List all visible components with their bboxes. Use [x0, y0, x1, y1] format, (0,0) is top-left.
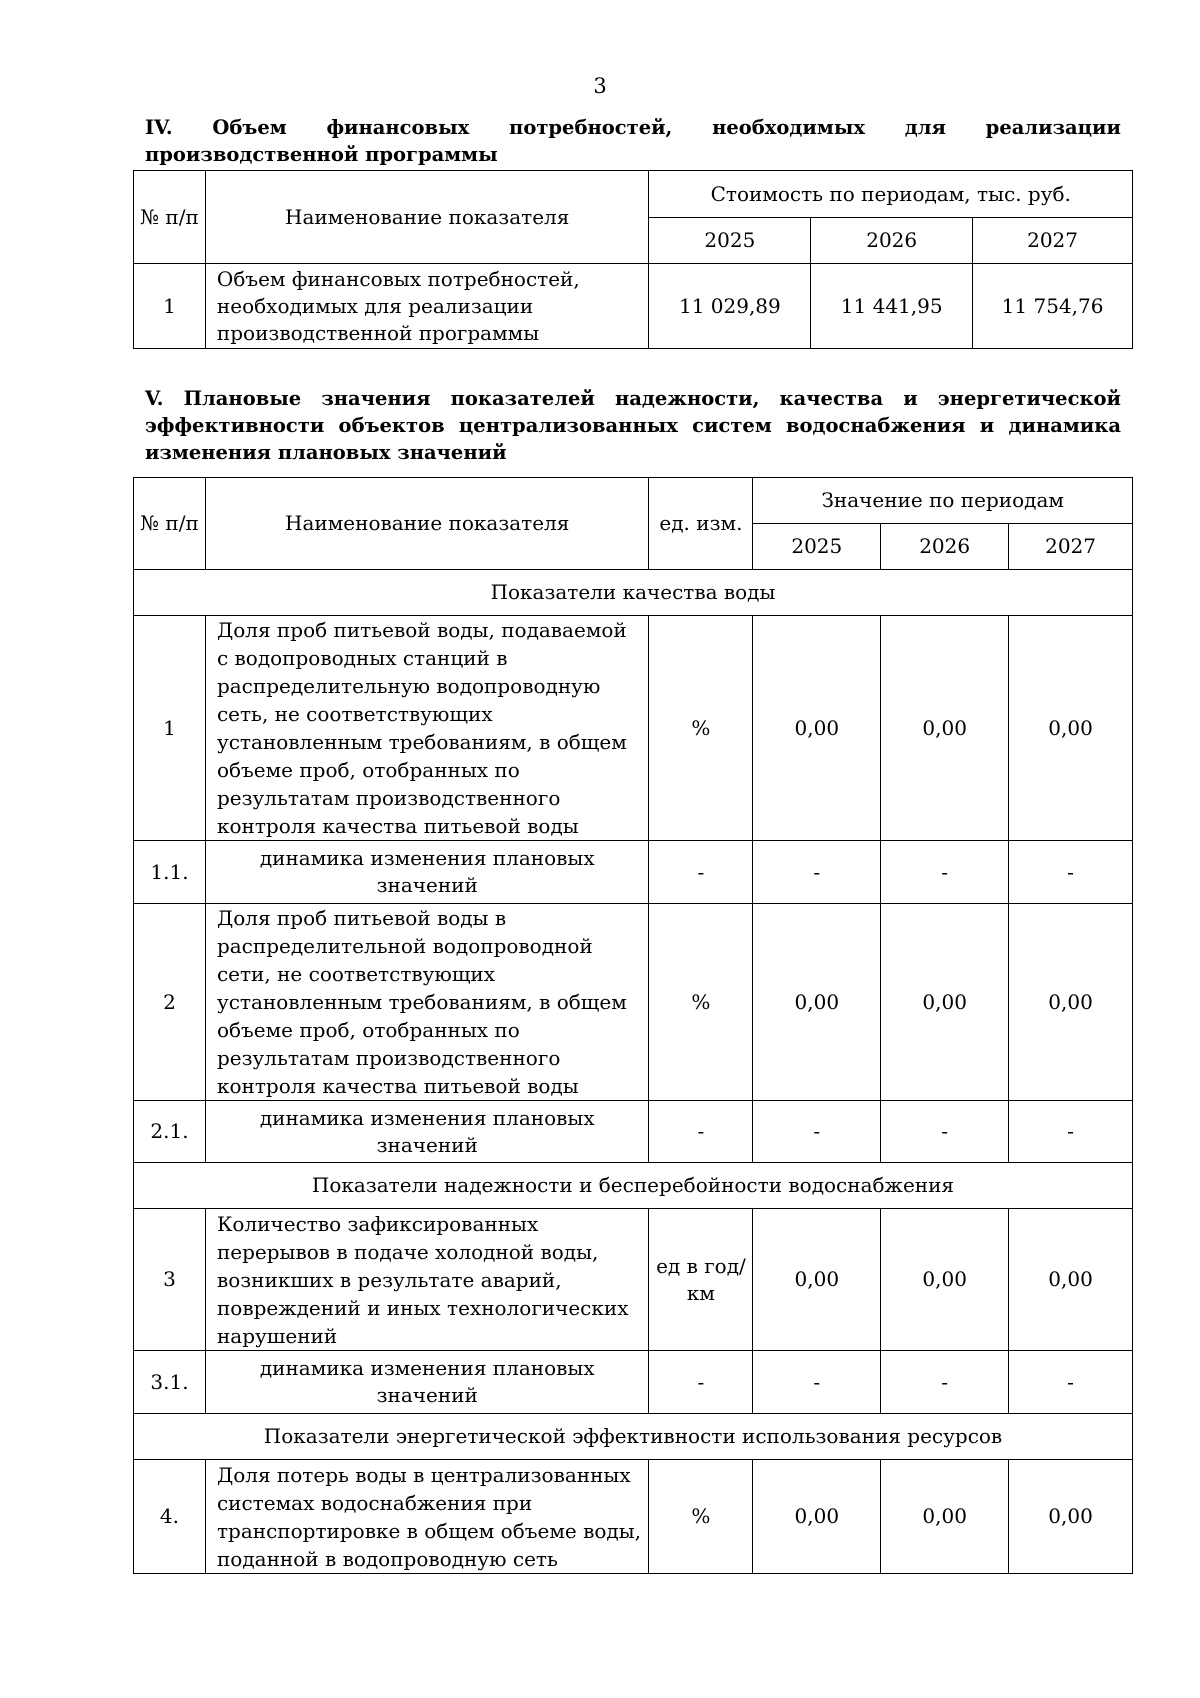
row-num: 1	[134, 616, 206, 841]
row-value: -	[1009, 1101, 1133, 1163]
col-header-unit: ед. изм.	[649, 478, 753, 570]
row-value: -	[753, 1101, 881, 1163]
table-header-row	[134, 171, 1133, 218]
row-unit: -	[649, 1101, 753, 1163]
row-num: 1	[134, 264, 206, 349]
row-name: Объем финансовых потребностей, необходимых для реализации производственной программы	[205, 264, 649, 349]
row-value: 0,00	[753, 1460, 881, 1574]
table-row	[134, 1101, 1133, 1163]
group-title: Показатели энергетической эффективности использования ресурсов	[134, 1414, 1133, 1460]
row-unit: -	[649, 1351, 753, 1414]
col-header-year: 2026	[881, 524, 1009, 570]
row-value: 0,00	[881, 616, 1009, 841]
col-header-num: № п/п	[134, 478, 206, 570]
table-row	[134, 1351, 1133, 1414]
col-header-cost: Стоимость по периодам, тыс. руб.	[649, 171, 1133, 218]
row-value: 0,00	[753, 616, 881, 841]
row-value: 0,00	[881, 1209, 1009, 1351]
col-header-year: 2025	[753, 524, 881, 570]
row-num: 1.1.	[134, 841, 206, 904]
table-row	[134, 616, 1133, 841]
row-num: 2	[134, 904, 206, 1101]
group-title: Показатели надежности и бесперебойности водоснабжения	[134, 1163, 1133, 1209]
indicators-table	[133, 477, 1133, 1574]
table-row	[134, 1209, 1133, 1351]
group-header-row	[134, 1414, 1133, 1460]
row-value: 0,00	[1009, 616, 1133, 841]
row-value: -	[1009, 1351, 1133, 1414]
table-row	[134, 264, 1133, 349]
table-row	[134, 841, 1133, 904]
table-header-row	[134, 478, 1133, 524]
group-header-row	[134, 1163, 1133, 1209]
col-header-year: 2026	[811, 218, 973, 264]
col-header-values: Значение по периодам	[753, 478, 1133, 524]
row-value: -	[881, 1101, 1009, 1163]
row-name: Доля проб питьевой воды, подаваемой с водопроводных станций в распределительную водопроводную сеть, не соответствующих установленным требованиям, в общем объеме проб, отобранных по результатам производственного контроля качества питьевой воды	[205, 616, 649, 841]
col-header-year: 2027	[1009, 524, 1133, 570]
row-name: динамика изменения плановых значений	[205, 1351, 649, 1414]
table-row	[134, 1460, 1133, 1574]
row-value: 11 441,95	[811, 264, 973, 349]
row-name: Доля проб питьевой воды в распределительной водопроводной сети, не соответствующих установленным требованиям, в общем объеме проб, отобранных по результатам производственного контроля качества питьевой воды	[205, 904, 649, 1101]
row-value: -	[881, 1351, 1009, 1414]
row-value: 0,00	[753, 1209, 881, 1351]
group-title: Показатели качества воды	[134, 570, 1133, 616]
row-num: 3	[134, 1209, 206, 1351]
row-value: -	[753, 1351, 881, 1414]
col-header-num: № п/п	[134, 171, 206, 264]
row-name: динамика изменения плановых значений	[205, 1101, 649, 1163]
page-number: 3	[593, 74, 607, 98]
row-num: 4.	[134, 1460, 206, 1574]
col-header-name: Наименование показателя	[205, 478, 649, 570]
row-unit: ед в год/ км	[649, 1209, 753, 1351]
row-value: 0,00	[881, 904, 1009, 1101]
row-unit: %	[649, 904, 753, 1101]
row-unit: %	[649, 616, 753, 841]
row-name: Доля потерь воды в централизованных системах водоснабжения при транспортировке в общем объеме воды, поданной в водопроводную сеть	[205, 1460, 649, 1574]
row-value: 0,00	[753, 904, 881, 1101]
row-value: 0,00	[1009, 1460, 1133, 1574]
row-value: 0,00	[1009, 904, 1133, 1101]
row-value: -	[881, 841, 1009, 904]
section-v-heading: V. Плановые значения показателей надежности, качества и энергетической эффективности объектов централизованных систем водоснабжения и динамика изменения плановых значений	[145, 387, 1121, 464]
row-name: Количество зафиксированных перерывов в подаче холодной воды, возникших в результате аварий, повреждений и иных технологических нарушений	[205, 1209, 649, 1351]
table-row	[134, 904, 1133, 1101]
col-header-year: 2025	[649, 218, 811, 264]
row-unit: -	[649, 841, 753, 904]
row-value: 11 029,89	[649, 264, 811, 349]
financial-needs-table	[133, 170, 1133, 349]
col-header-name: Наименование показателя	[205, 171, 649, 264]
col-header-year: 2027	[973, 218, 1133, 264]
row-value: 0,00	[881, 1460, 1009, 1574]
row-num: 2.1.	[134, 1101, 206, 1163]
row-name: динамика изменения плановых значений	[205, 841, 649, 904]
row-unit: %	[649, 1460, 753, 1574]
row-value: 0,00	[1009, 1209, 1133, 1351]
row-value: -	[1009, 841, 1133, 904]
row-num: 3.1.	[134, 1351, 206, 1414]
group-header-row	[134, 570, 1133, 616]
row-value: 11 754,76	[973, 264, 1133, 349]
section-iv-heading: IV. Объем финансовых потребностей, необходимых для реализации производственной программы	[145, 116, 1121, 166]
row-value: -	[753, 841, 881, 904]
